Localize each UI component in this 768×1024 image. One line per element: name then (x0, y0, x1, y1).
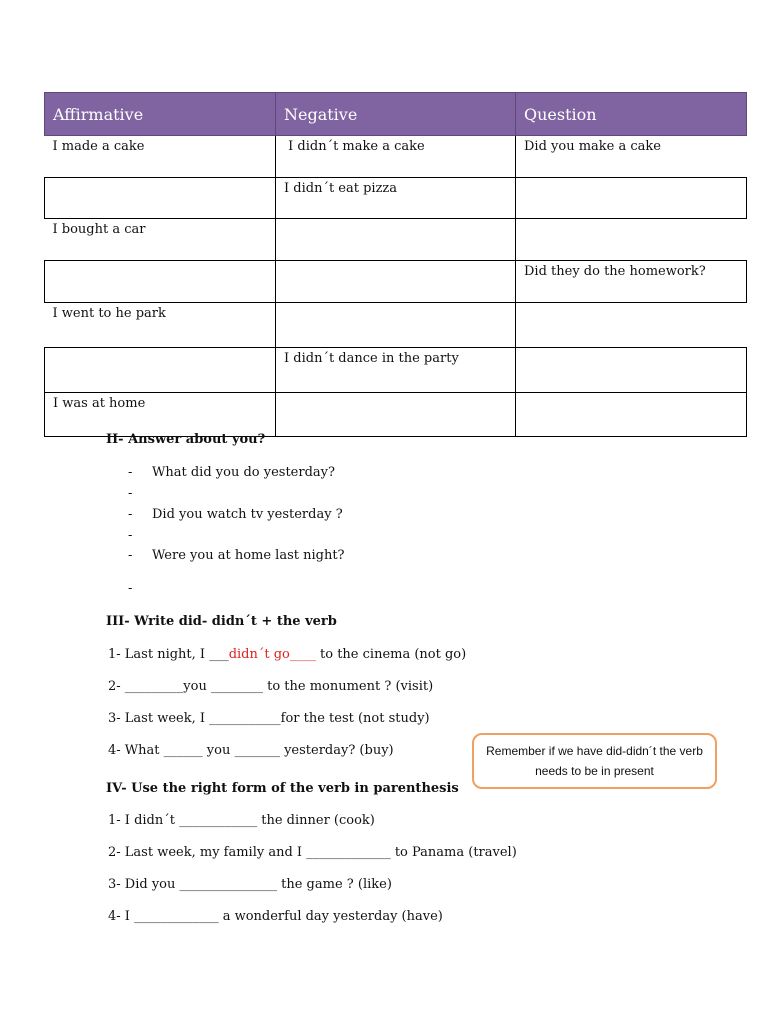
section3-title: III- Write did- didn´t + the verb (106, 614, 337, 629)
table-header-row (45, 93, 747, 136)
table-cell[interactable] (516, 303, 747, 348)
exercise-item[interactable]: 1- I didn´t ____________ the dinner (cook) (108, 813, 375, 828)
table-cell[interactable] (516, 178, 747, 219)
table-cell[interactable] (45, 178, 276, 219)
table-cell: I didn´t make a cake (276, 136, 516, 178)
table-cell: Did they do the homework? (516, 261, 747, 303)
exercise-item[interactable]: 2- Last week, my family and I _____________ to Panama (travel) (108, 845, 517, 860)
table-row (45, 219, 747, 261)
question-text: Did you watch tv yesterday ? (152, 507, 343, 522)
bullet: - (128, 507, 133, 522)
question-text: Were you at home last night? (152, 548, 345, 563)
table-cell: I went to he park (45, 303, 276, 348)
table-cell[interactable] (276, 303, 516, 348)
section2-title: II- Answer about you? (106, 432, 266, 447)
table-cell[interactable] (516, 348, 747, 393)
answer-bullet[interactable]: - (128, 486, 133, 501)
table-cell: I didn´t eat pizza (276, 178, 516, 219)
header-question: Question (516, 93, 747, 136)
question-text: What did you do yesterday? (152, 465, 335, 480)
example-answer: didn´t go____ (228, 647, 316, 662)
bullet: - (128, 465, 133, 480)
exercise-text: to the cinema (not go) (315, 647, 467, 662)
grammar-table (44, 92, 747, 437)
table-cell: I was at home (45, 393, 276, 437)
exercise-text: 1- Last night, I ___ (108, 647, 229, 662)
table-cell: I bought a car (45, 219, 276, 261)
table-row (45, 393, 747, 437)
reminder-text: Remember if we have did-didn´t the verb needs to be in present (486, 744, 703, 778)
exercise-item[interactable]: 2- _________you ________ to the monument ? (visit) (108, 679, 434, 694)
table-row (45, 178, 747, 219)
table-cell: I made a cake (45, 136, 276, 178)
table-cell[interactable] (276, 393, 516, 437)
table-cell[interactable] (516, 219, 747, 261)
exercise-item (108, 647, 466, 662)
header-negative: Negative (276, 93, 516, 136)
exercise-item[interactable]: 3- Did you _______________ the game ? (like) (108, 877, 392, 892)
table-cell[interactable] (276, 219, 516, 261)
reminder-note (472, 733, 717, 789)
answer-bullet[interactable]: - (128, 528, 133, 543)
table-row (45, 136, 747, 178)
table-cell[interactable] (516, 393, 747, 437)
answer-bullet[interactable]: - (128, 581, 133, 596)
exercise-item[interactable]: 3- Last week, I ___________for the test (not study) (108, 711, 430, 726)
table-row (45, 261, 747, 303)
bullet: - (128, 548, 133, 563)
exercise-item[interactable]: 4- What ______ you _______ yesterday? (buy) (108, 743, 394, 758)
table-cell: I didn´t dance in the party (276, 348, 516, 393)
table-row (45, 348, 747, 393)
table-cell[interactable] (45, 261, 276, 303)
table-cell[interactable] (276, 261, 516, 303)
table-cell[interactable] (45, 348, 276, 393)
table-row (45, 303, 747, 348)
header-affirmative: Affirmative (45, 93, 276, 136)
exercise-item[interactable]: 4- I _____________ a wonderful day yesterday (have) (108, 909, 443, 924)
section4-title: IV- Use the right form of the verb in parenthesis (106, 781, 459, 796)
table-cell: Did you make a cake (516, 136, 747, 178)
